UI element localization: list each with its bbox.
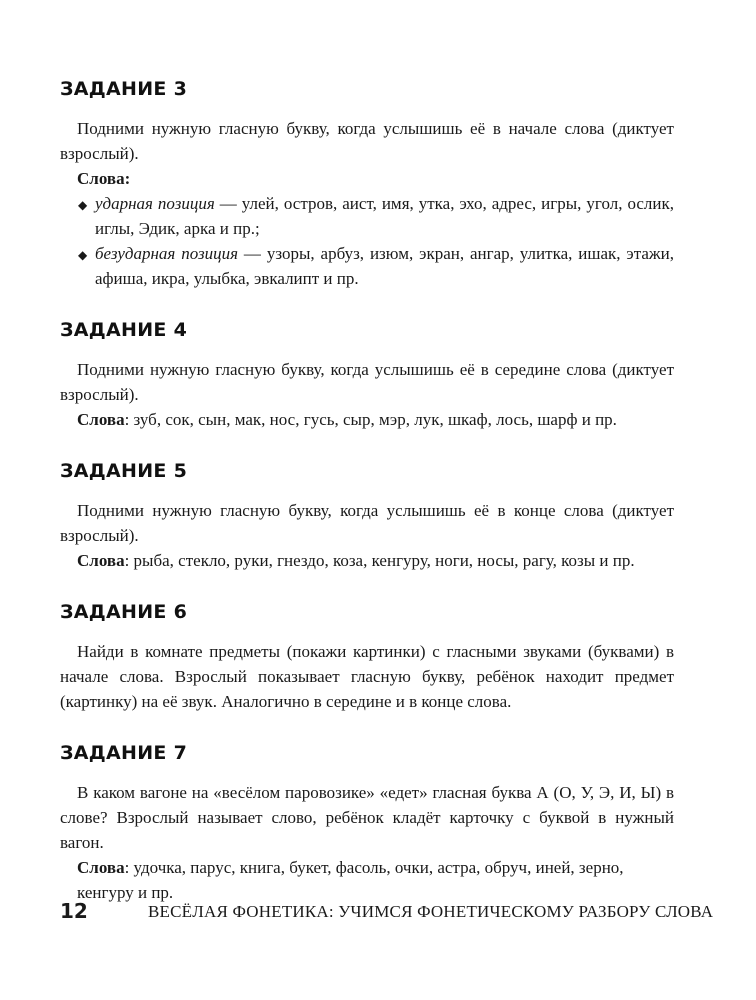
running-title: ВЕСЁЛАЯ ФОНЕТИКА: УЧИМСЯ ФОНЕТИЧЕСКОМУ РАЗБОРУ СЛОВА: [148, 902, 714, 921]
list-item: [78, 241, 674, 291]
page-content: [60, 76, 674, 931]
task-text: Подними нужную гласную букву, когда услышишь её в конце слова (диктует взрослый).: [60, 501, 674, 545]
page-number: 12: [60, 899, 88, 923]
words-list: : зуб, сок, сын, мак, нос, гусь, сыр, мэр, лук, шкаф, лось, шарф и пр.: [124, 410, 617, 429]
task-text: В каком вагоне на «весёлом паровозике» «едет» гласная буква А (О, У, Э, И, Ы) в слове? Взрослый называет слово, ребёнок кладёт карточку с буквой в нужный вагон.: [60, 783, 674, 852]
words-label: Слова: [77, 858, 125, 877]
words-line: [60, 855, 674, 905]
words-list: : удочка, парус, книга, букет, фасоль, очки, астра, обруч, иней, зерно, кенгуру и пр.: [77, 858, 624, 902]
words-line: [60, 407, 674, 432]
task-title: ЗАДАНИЕ 5: [60, 460, 188, 482]
task-5: [60, 458, 674, 573]
task-6: [60, 599, 674, 714]
words-label: Слова: [77, 410, 125, 429]
task-4: [60, 317, 674, 432]
task-text: Подними нужную гласную букву, когда услышишь её в середине слова (диктует взрослый).: [60, 360, 674, 404]
task-title: ЗАДАНИЕ 7: [60, 742, 188, 764]
bullet-dash: —: [238, 244, 267, 263]
words-list: : рыба, стекло, руки, гнездо, коза, кенгуру, ноги, носы, рагу, козы и пр.: [124, 551, 635, 570]
bullet-dash: —: [214, 194, 242, 213]
task-3: [60, 76, 674, 291]
page-footer: [60, 899, 714, 929]
task-title: ЗАДАНИЕ 6: [60, 601, 188, 623]
diamond-bullet-icon: ◆: [78, 198, 88, 212]
words-label: Слова: [77, 551, 125, 570]
words-line: [60, 548, 674, 573]
task-title: ЗАДАНИЕ 3: [60, 78, 188, 100]
task-title: ЗАДАНИЕ 4: [60, 319, 188, 341]
task-text: Найди в комнате предметы (покажи картинки) с гласными звуками (буквами) в начале слова. Взрослый показывает гласную букву, ребёнок находит предмет (картинку) на её звук. Аналогично в середине и в конце слова.: [60, 642, 674, 711]
bullet-label: ударная позиция: [95, 194, 215, 213]
diamond-bullet-icon: ◆: [78, 248, 88, 262]
bullet-label: безударная позиция: [95, 244, 239, 263]
words-line: [60, 166, 674, 191]
task-text: Подними нужную гласную букву, когда услышишь её в начале слова (диктует взрослый).: [60, 119, 674, 163]
bullet-text: узоры, арбуз, изюм, экран, ангар, улитка, ишак, этажи, афиша, икра, улыбка, эвкалипт и пр.: [95, 244, 674, 288]
bullet-list: [60, 191, 674, 291]
bullet-text: улей, остров, аист, имя, утка, эхо, адрес, игры, угол, ослик, иглы, Эдик, арка и пр.;: [95, 194, 675, 238]
words-label: Слова:: [77, 169, 131, 188]
task-7: [60, 740, 674, 905]
list-item: [78, 191, 675, 241]
